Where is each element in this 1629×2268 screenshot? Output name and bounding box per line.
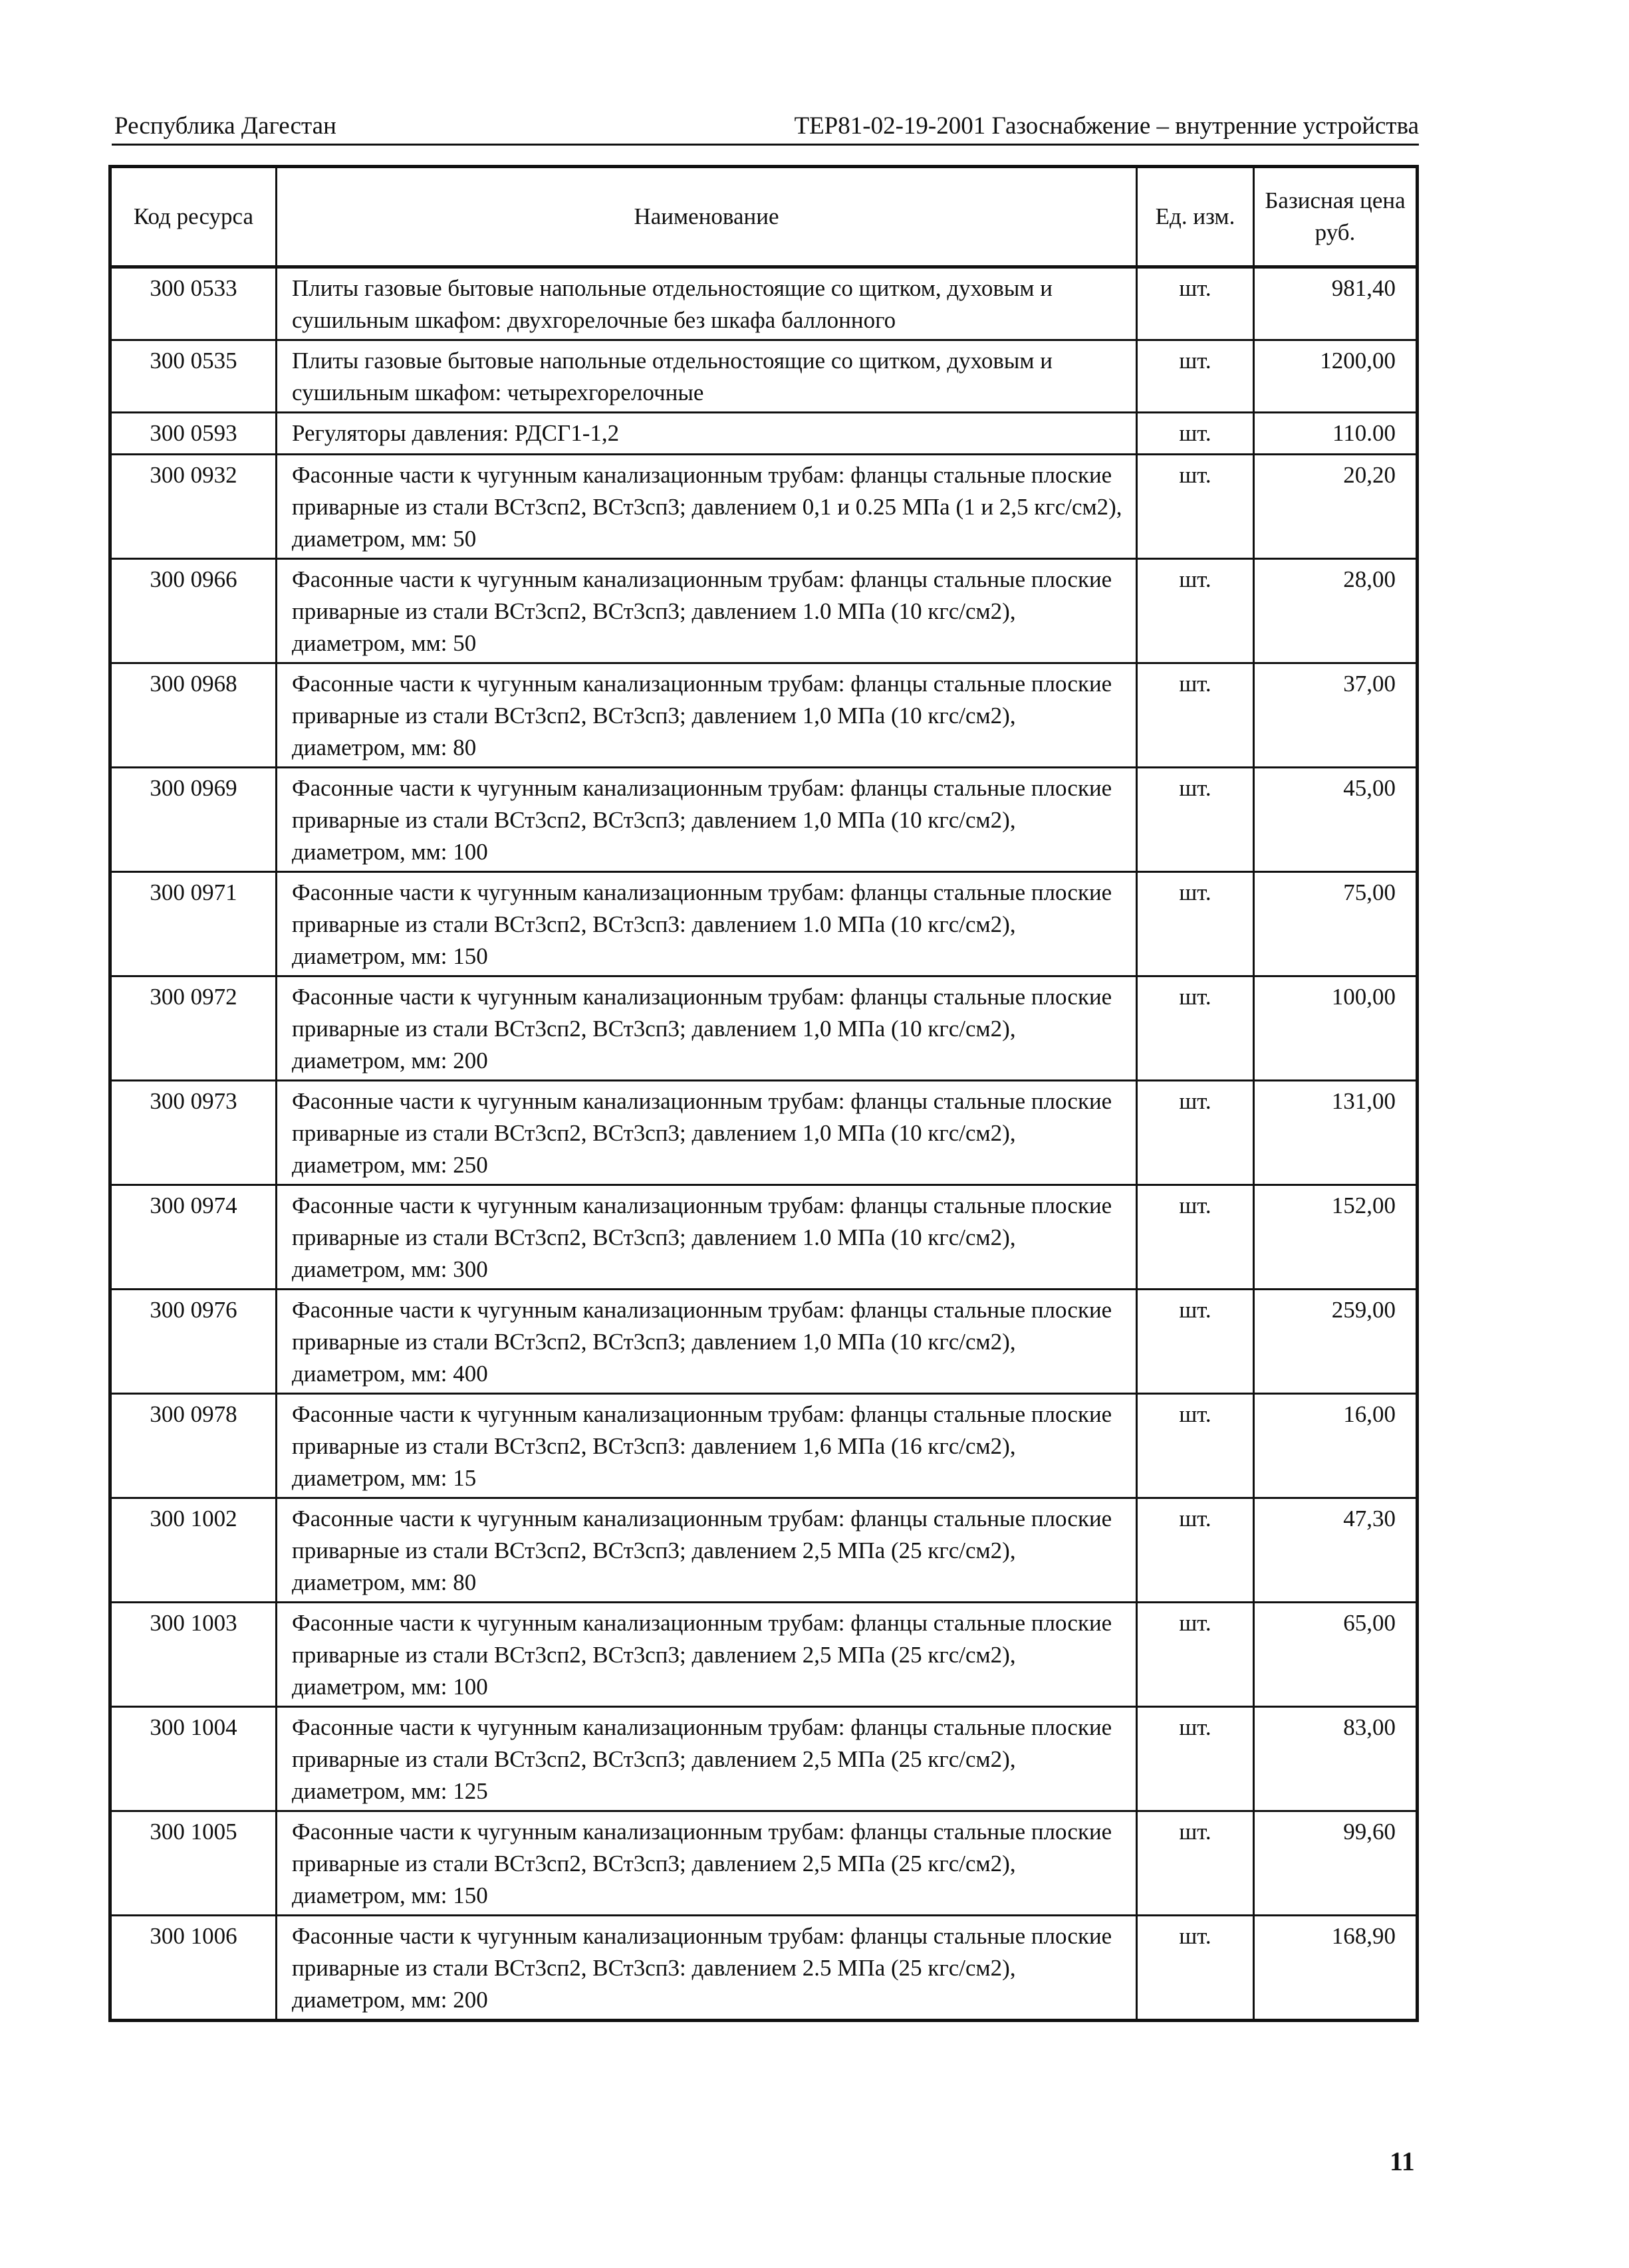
unit-cell: шт.: [1137, 413, 1254, 455]
document-title-header: ТЕР81-02-19-2001 Газоснабжение – внутренние устройства: [794, 112, 1419, 140]
code-cell: 300 1003: [110, 1603, 277, 1707]
name-cell: Фасонные части к чугунным канализационным трубам: фланцы стальные плоские приварные из стали ВСт3сп2, ВСт3сп3; давлением 1,0 МПа (10 кгс/см2), диаметром, мм: 250: [277, 1081, 1137, 1185]
unit-cell: шт.: [1137, 1811, 1254, 1916]
unit-cell: шт.: [1137, 267, 1254, 340]
unit-cell: шт.: [1137, 455, 1254, 559]
table-row: [110, 413, 1418, 455]
price-cell: 981,40: [1254, 267, 1418, 340]
price-cell: 37,00: [1254, 663, 1418, 768]
code-cell: 300 0972: [110, 976, 277, 1081]
column-header-code: Код ресурса: [110, 167, 277, 267]
table-row: [110, 1603, 1418, 1707]
unit-cell: шт.: [1137, 1185, 1254, 1290]
unit-cell: шт.: [1137, 1394, 1254, 1498]
page-number: 11: [1390, 2146, 1415, 2176]
region-header: Республика Дагестан: [114, 112, 336, 140]
table-row: [110, 559, 1418, 663]
name-cell: Фасонные части к чугунным канализационным трубам: фланцы стальные плоские приварные из стали ВСт3сп2, ВСт3сп3; давлением 2,5 МПа (25 кгс/см2), диаметром, мм: 80: [277, 1498, 1137, 1603]
price-cell: 28,00: [1254, 559, 1418, 663]
header-rule: [112, 144, 1419, 146]
unit-cell: шт.: [1137, 1603, 1254, 1707]
name-cell: Плиты газовые бытовые напольные отдельностоящие со щитком, духовым и сушильным шкафом: четырехгорелочные: [277, 340, 1137, 413]
unit-cell: шт.: [1137, 768, 1254, 872]
code-cell: 300 0971: [110, 872, 277, 976]
price-cell: 16,00: [1254, 1394, 1418, 1498]
resource-price-table: [108, 165, 1419, 2022]
table-header-row: [110, 167, 1418, 267]
unit-cell: шт.: [1137, 1498, 1254, 1603]
code-cell: 300 1006: [110, 1916, 277, 2021]
name-cell: Фасонные части к чугунным канализационным трубам: фланцы стальные плоские приварные из стали ВСт3сп2, ВСт3сп3: давлением 2.5 МПа (25 кгс/см2), диаметром, мм: 200: [277, 1916, 1137, 2021]
name-cell: Фасонные части к чугунным канализационным трубам: фланцы стальные плоские приварные из стали ВСт3сп2, ВСт3сп3: давлением 1,6 МПа (16 кгс/см2), диаметром, мм: 15: [277, 1394, 1137, 1498]
name-cell: Фасонные части к чугунным канализационным трубам: фланцы стальные плоские приварные из стали ВСт3сп2, ВСт3сп3; давлением 1,0 МПа (10 кгс/см2), диаметром, мм: 200: [277, 976, 1137, 1081]
price-cell: 1200,00: [1254, 340, 1418, 413]
name-cell: Фасонные части к чугунным канализационным трубам: фланцы стальные плоские приварные из стали ВСт3сп2, ВСт3сп3; давлением 0,1 и 0.25 МПа (1 и 2,5 кгс/см2), диаметром, мм: 50: [277, 455, 1137, 559]
table-row: [110, 1811, 1418, 1916]
name-cell: Фасонные части к чугунным канализационным трубам: фланцы стальные плоские приварные из стали ВСт3сп2, ВСт3сп3: давлением 1.0 МПа (10 кгс/см2), диаметром, мм: 150: [277, 872, 1137, 976]
table-row: [110, 340, 1418, 413]
column-header-price: Базисная цена руб.: [1254, 167, 1418, 267]
table-row: [110, 1185, 1418, 1290]
table-row: [110, 663, 1418, 768]
code-cell: 300 0973: [110, 1081, 277, 1185]
price-cell: 100,00: [1254, 976, 1418, 1081]
price-cell: 47,30: [1254, 1498, 1418, 1603]
column-header-unit: Ед. изм.: [1137, 167, 1254, 267]
table-row: [110, 455, 1418, 559]
unit-cell: шт.: [1137, 340, 1254, 413]
code-cell: 300 1005: [110, 1811, 277, 1916]
unit-cell: шт.: [1137, 872, 1254, 976]
table-row: [110, 1394, 1418, 1498]
table-row: [110, 1707, 1418, 1811]
name-cell: Фасонные части к чугунным канализационным трубам: фланцы стальные плоские приварные из стали ВСт3сп2, ВСт3сп3; давлением 2,5 МПа (25 кгс/см2), диаметром, мм: 100: [277, 1603, 1137, 1707]
unit-cell: шт.: [1137, 976, 1254, 1081]
code-cell: 300 0535: [110, 340, 277, 413]
name-cell: Фасонные части к чугунным канализационным трубам: фланцы стальные плоские приварные из стали ВСт3сп2, ВСт3сп3; давлением 1,0 МПа (10 кгс/см2), диаметром, мм: 100: [277, 768, 1137, 872]
name-cell: Фасонные части к чугунным канализационным трубам: фланцы стальные плоские приварные из стали ВСт3сп2, ВСт3сп3; давлением 1,0 МПа (10 кгс/см2), диаметром, мм: 80: [277, 663, 1137, 768]
name-cell: Фасонные части к чугунным канализационным трубам: фланцы стальные плоские приварные из стали ВСт3сп2, ВСт3сп3; давлением 1,0 МПа (10 кгс/см2), диаметром, мм: 400: [277, 1290, 1137, 1394]
table-row: [110, 267, 1418, 340]
code-cell: 300 0976: [110, 1290, 277, 1394]
price-cell: 168,90: [1254, 1916, 1418, 2021]
price-cell: 83,00: [1254, 1707, 1418, 1811]
table-row: [110, 1916, 1418, 2021]
code-cell: 300 0974: [110, 1185, 277, 1290]
unit-cell: шт.: [1137, 1290, 1254, 1394]
code-cell: 300 0533: [110, 267, 277, 340]
name-cell: Фасонные части к чугунным канализационным трубам: фланцы стальные плоские приварные из стали ВСт3сп2, ВСт3сп3; давлением 1.0 МПа (10 кгс/см2), диаметром, мм: 300: [277, 1185, 1137, 1290]
price-cell: 99,60: [1254, 1811, 1418, 1916]
unit-cell: шт.: [1137, 1707, 1254, 1811]
name-cell: Фасонные части к чугунным канализационным трубам: фланцы стальные плоские приварные из стали ВСт3сп2, ВСт3сп3; давлением 1.0 МПа (10 кгс/см2), диаметром, мм: 50: [277, 559, 1137, 663]
table-row: [110, 768, 1418, 872]
code-cell: 300 0966: [110, 559, 277, 663]
unit-cell: шт.: [1137, 663, 1254, 768]
name-cell: Фасонные части к чугунным канализационным трубам: фланцы стальные плоские приварные из стали ВСт3сп2, ВСт3сп3; давлением 2,5 МПа (25 кгс/см2), диаметром, мм: 125: [277, 1707, 1137, 1811]
price-cell: 65,00: [1254, 1603, 1418, 1707]
code-cell: 300 0932: [110, 455, 277, 559]
price-cell: 20,20: [1254, 455, 1418, 559]
table-row: [110, 1081, 1418, 1185]
price-cell: 259,00: [1254, 1290, 1418, 1394]
unit-cell: шт.: [1137, 1916, 1254, 2021]
price-cell: 152,00: [1254, 1185, 1418, 1290]
name-cell: Фасонные части к чугунным канализационным трубам: фланцы стальные плоские приварные из стали ВСт3сп2, ВСт3сп3; давлением 2,5 МПа (25 кгс/см2), диаметром, мм: 150: [277, 1811, 1137, 1916]
unit-cell: шт.: [1137, 1081, 1254, 1185]
price-cell: 75,00: [1254, 872, 1418, 976]
unit-cell: шт.: [1137, 559, 1254, 663]
code-cell: 300 1002: [110, 1498, 277, 1603]
price-cell: 45,00: [1254, 768, 1418, 872]
name-cell: Плиты газовые бытовые напольные отдельностоящие со щитком, духовым и сушильным шкафом: двухгорелочные без шкафа баллонного: [277, 267, 1137, 340]
table-body: [110, 267, 1418, 2021]
table-row: [110, 1498, 1418, 1603]
column-header-name: Наименование: [277, 167, 1137, 267]
code-cell: 300 0593: [110, 413, 277, 455]
code-cell: 300 1004: [110, 1707, 277, 1811]
code-cell: 300 0969: [110, 768, 277, 872]
table-row: [110, 872, 1418, 976]
code-cell: 300 0978: [110, 1394, 277, 1498]
code-cell: 300 0968: [110, 663, 277, 768]
price-cell: 110.00: [1254, 413, 1418, 455]
table-row: [110, 1290, 1418, 1394]
price-cell: 131,00: [1254, 1081, 1418, 1185]
table-row: [110, 976, 1418, 1081]
name-cell: Регуляторы давления: РДСГ1-1,2: [277, 413, 1137, 455]
